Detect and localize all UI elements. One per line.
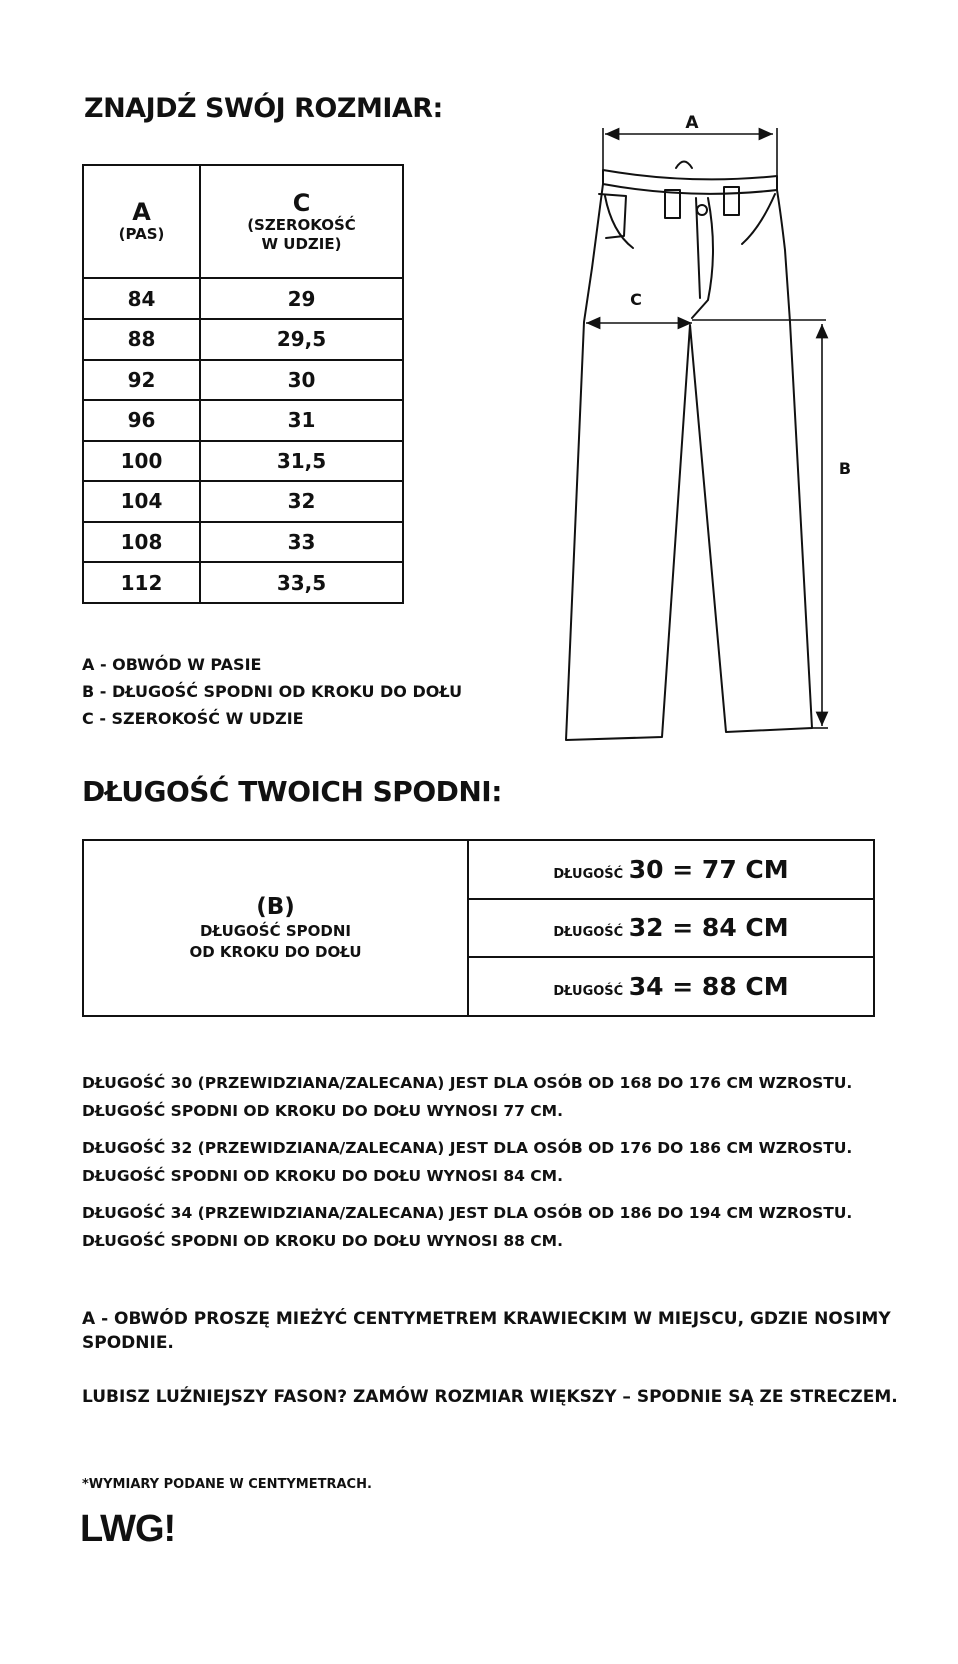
legend-c: C - SZEROKOŚĆ W UDZIE [82,709,304,728]
length-option-cell [468,899,874,958]
length-prefix: DŁUGOŚĆ [553,984,624,1000]
waist-cell: 92 [83,360,200,401]
length-prefix: DŁUGOŚĆ [553,925,624,941]
length-b-label: (B) [256,894,295,920]
note-30-length: DŁUGOŚĆ SPODNI OD KROKU DO DOŁU WYNOSI 77 CM. [82,1102,563,1120]
thigh-cell: 29,5 [200,319,403,360]
trousers-diagram [0,0,958,760]
length-section-title: DŁUGOŚĆ TWOICH SPODNI: [82,775,502,808]
note-32-length: DŁUGOŚĆ SPODNI OD KROKU DO DOŁU WYNOSI 84 CM. [82,1167,563,1185]
waist-cell: 100 [83,441,200,482]
note-32-height: DŁUGOŚĆ 32 (PRZEWIDZIANA/ZALECANA) JEST DLA OSÓB OD 176 DO 186 CM WZROSTU. [82,1139,853,1157]
length-value: 32 = 84 CM [628,913,789,943]
waist-cell: 112 [83,562,200,603]
col-c-sub2: W UDZIE) [261,234,342,253]
footnote: *WYMIARY PODANE W CENTYMETRACH. [82,1477,372,1492]
thigh-cell: 33,5 [200,562,403,603]
length-value: 30 = 77 CM [628,854,789,884]
note-30-height: DŁUGOŚĆ 30 (PRZEWIDZIANA/ZALECANA) JEST DLA OSÓB OD 168 DO 176 CM WZROSTU. [82,1074,853,1092]
col-c-sub1: (SZEROKOŚĆ [247,215,356,234]
thigh-cell: 32 [200,481,403,522]
diagram-label-b: B [838,459,852,478]
brand-logo: LWG! [80,1508,176,1550]
tip-measure-waist: A - OBWÓD PROSZĘ MIEŻYĆ CENTYMETREM KRAWIECKIM W MIEJSCU, GDZIE NOSIMY SPODNIE. [82,1309,891,1353]
col-a-letter: A [132,198,151,227]
diagram-label-c: C [630,290,642,309]
waist-cell: 84 [83,278,200,319]
length-table [82,839,875,1017]
waist-cell: 88 [83,319,200,360]
length-prefix: DŁUGOŚĆ [553,866,624,882]
thigh-cell: 29 [200,278,403,319]
thigh-cell: 30 [200,360,403,401]
legend-a: A - OBWÓD W PASIE [82,655,262,674]
note-34-height: DŁUGOŚĆ 34 (PRZEWIDZIANA/ZALECANA) JEST DLA OSÓB OD 186 DO 194 CM WZROSTU. [82,1204,853,1222]
length-b-line2: OD KROKU DO DOŁU [189,943,362,961]
length-option-cell [468,957,874,1016]
length-b-line1: DŁUGOŚĆ SPODNI [200,922,351,940]
thigh-cell: 31 [200,400,403,441]
col-a-sub: (PAS) [118,225,165,244]
diagram-label-a: A [685,113,699,133]
tip-looser-fit: LUBISZ LUŹNIEJSZY FASON? ZAMÓW ROZMIAR WIĘKSZY – SPODNIE SĄ ZE STRECZEM. [82,1387,898,1407]
waist-cell: 96 [83,400,200,441]
length-option-cell [468,840,874,899]
table-row [83,840,874,899]
size-section-title: ZNAJDŹ SWÓJ ROZMIAR: [84,93,443,124]
waist-cell: 104 [83,481,200,522]
length-left-cell [83,840,468,1016]
legend-b: B - DŁUGOŚĆ SPODNI OD KROKU DO DOŁU [82,682,463,701]
thigh-cell: 31,5 [200,441,403,482]
note-34-length: DŁUGOŚĆ SPODNI OD KROKU DO DOŁU WYNOSI 88 CM. [82,1232,563,1250]
thigh-cell: 33 [200,522,403,563]
waist-cell: 108 [83,522,200,563]
col-c-letter: C [292,188,311,217]
length-value: 34 = 88 CM [628,972,789,1002]
